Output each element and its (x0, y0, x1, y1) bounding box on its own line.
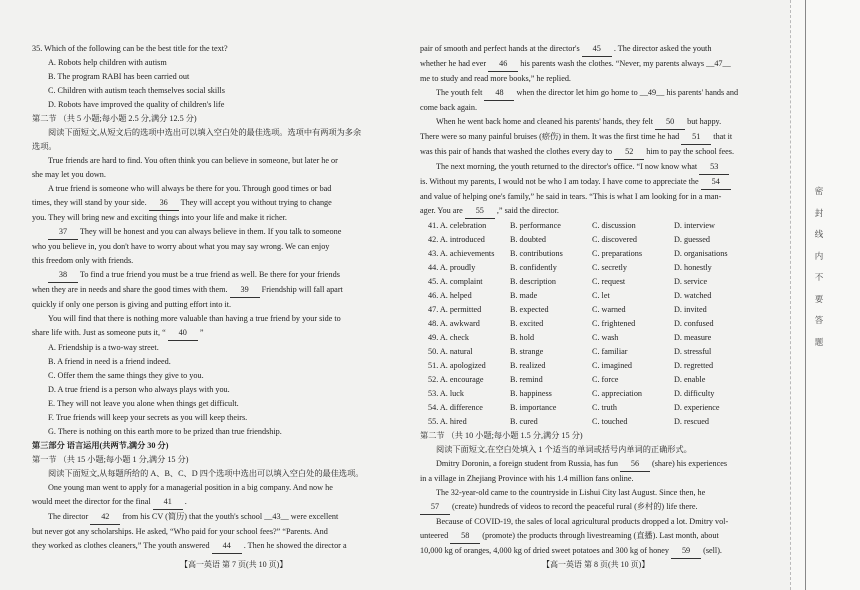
text-line (420, 86, 762, 101)
option-row (420, 247, 762, 261)
text-line: C. Offer them the same things they give to you. (48, 371, 204, 380)
text-line: and value of helping one's family,” he said in tears. “This is what I am looking for in a man- (420, 192, 722, 201)
text-segment: Dmitry Doronin, a foreign student from Russia, has fun (436, 459, 618, 468)
option-choice[interactable]: 51. A. apologized (428, 361, 486, 370)
text-segment: ,” said the director. (496, 206, 559, 215)
right-page-footer: 【高一英语 第 8 页(共 10 页)】 (542, 560, 650, 569)
option-choice[interactable]: 48. A. awkward (428, 319, 480, 328)
option-choice[interactable]: C. imagined (592, 361, 633, 370)
text-segment: ” (199, 328, 204, 337)
option-row (420, 261, 762, 275)
option-choice[interactable]: B. remind (510, 375, 543, 384)
left-page-footer: 【高一英语 第 7 页(共 10 页)】 (180, 560, 288, 569)
left-page (0, 0, 405, 590)
text-segment: when they are in needs and share the good times with them. (32, 285, 228, 294)
option-choice[interactable]: 42. A. introduced (428, 235, 485, 244)
text-line (420, 145, 762, 160)
text-line: One young man went to apply for a managerial position in a big company. And now he (48, 483, 333, 492)
text-line (420, 529, 762, 544)
answer-blank[interactable]: 48 (484, 86, 514, 101)
text-segment: . (184, 497, 187, 506)
option-choice[interactable]: D. service (674, 277, 708, 286)
seal-notice-char: 密 (814, 187, 824, 197)
text-line: True friends are hard to find. You often think you can believe in someone, but later he or (48, 156, 338, 165)
option-row (420, 233, 762, 247)
text-line: F. True friends will keep your secrets as you will keep theirs. (48, 413, 248, 422)
answer-blank[interactable]: 53 (699, 160, 729, 175)
text-segment: . Then he showed the director a (243, 541, 347, 550)
option-choice[interactable]: C. touched (592, 417, 628, 426)
text-line: A true friend is someone who will always be there for you. Through good times or bad (48, 184, 332, 193)
option-choice[interactable]: B. excited (510, 319, 544, 328)
text-line: she may let you down. (32, 170, 106, 179)
option-choice[interactable]: 45. A. complaint (428, 277, 483, 286)
seal-notice-char: 题 (814, 337, 824, 348)
text-line (32, 225, 405, 240)
text-line (32, 283, 405, 298)
fold-line (790, 0, 791, 590)
option-choice[interactable]: B. performance (510, 221, 561, 230)
option-choice[interactable]: C. force (592, 375, 619, 384)
option-row (420, 331, 762, 345)
option-choice[interactable]: B. contributions (510, 249, 563, 258)
text-line: 阅读下面短文,在空白处填入 1 个适当的单词或括号内单词的正确形式。 (436, 445, 692, 454)
text-line (420, 544, 762, 559)
option-choice[interactable]: C. discovered (592, 235, 638, 244)
text-line: 选项。 (32, 142, 57, 151)
option-choice[interactable]: B. expected (510, 305, 549, 314)
text-line (420, 160, 762, 175)
text-segment: is. Without my parents, I would not be who I am today. I have come to appreciate the (420, 177, 699, 186)
text-segment: when the director let him go home to __49__ his parents' hands and (516, 88, 739, 97)
option-row (420, 303, 762, 317)
option-choice[interactable]: D. organisations (674, 249, 728, 258)
answer-blank[interactable]: 56 (620, 457, 650, 472)
text-line (420, 500, 762, 515)
text-line (420, 204, 762, 219)
text-line (420, 57, 762, 72)
answer-blank[interactable]: 46 (488, 57, 518, 72)
option-choice[interactable]: D. experience (674, 403, 720, 412)
text-segment: ager. You are (420, 206, 463, 215)
option-row (420, 345, 762, 359)
option-choice[interactable]: C. discussion (592, 221, 636, 230)
text-line: come back again. (420, 103, 478, 112)
option-choice[interactable]: B. made (510, 291, 538, 300)
text-line: who you believe in, you don't have to worry about what you may say wrong. We can enjoy (32, 242, 330, 251)
text-line: The 32-year-old came to the countryside in Lishui City last August. Since then, he (436, 488, 706, 497)
seal-notice-char: 封 (814, 208, 824, 219)
text-line: but never got any scholarships. He asked, “Who paid for your school fees?” “Parents. And (32, 527, 328, 536)
option-choice[interactable]: 53. A. luck (428, 389, 464, 398)
option-choice[interactable]: B. happiness (510, 389, 552, 398)
text-segment: The youth felt (436, 88, 483, 97)
text-segment: would meet the director for the final (32, 497, 151, 506)
right-page (412, 0, 762, 590)
option-choice[interactable]: C. preparations (592, 249, 643, 258)
text-line: you. They will bring new and exciting things into your life and make it richer. (32, 213, 287, 222)
option-choice[interactable]: D. enable (674, 375, 706, 384)
answer-blank[interactable]: 45 (582, 42, 612, 57)
text-line: 阅读下面短文,从短文后的选项中选出可以填入空白处的最佳选项。选项中有两项为多余 (48, 128, 362, 137)
option-choice[interactable]: C. secretly (592, 263, 628, 272)
text-line (420, 42, 762, 57)
option-choice[interactable]: C. request (592, 277, 626, 286)
option-row (420, 219, 762, 233)
option-choice[interactable]: D. regretted (674, 361, 714, 370)
option-choice[interactable]: D. honestly (674, 263, 712, 272)
answer-blank[interactable]: 50 (655, 115, 685, 130)
option-choice[interactable]: C. let (592, 291, 610, 300)
text-line (32, 196, 405, 211)
option-row (420, 415, 762, 429)
text-line: B. The program RABI has been carried out (48, 72, 190, 81)
option-choice[interactable]: 55. A. hired (428, 417, 467, 426)
option-choice[interactable]: 47. A. permitted (428, 305, 482, 314)
text-segment: 10,000 kg of oranges, 4,000 kg of dried sweet potatoes and 300 kg of honey (420, 546, 669, 555)
text-segment: whether he had ever (420, 59, 487, 68)
text-segment: times, they will stand by your side. (32, 198, 147, 207)
text-segment: When he went back home and cleaned his parents' hands, they felt (436, 117, 654, 126)
answer-blank[interactable]: 36 (149, 196, 179, 211)
text-line (32, 268, 405, 283)
option-choice[interactable]: D. interview (674, 221, 715, 230)
text-line (32, 326, 405, 341)
text-line: 第二节 （共 5 小题;每小题 2.5 分,满分 12.5 分) (32, 114, 197, 123)
option-choice[interactable]: C. appreciation (592, 389, 643, 398)
text-line: 第一节 （共 15 小题;每小题 1 分,满分 15 分) (32, 455, 189, 464)
text-line: D. Robots have improved the quality of children's life (48, 100, 225, 109)
option-choice[interactable]: C. truth (592, 403, 618, 412)
text-line (32, 510, 405, 525)
text-segment: (share) his experiences (652, 459, 728, 468)
option-row (420, 373, 762, 387)
option-choice[interactable]: B. doubted (510, 235, 546, 244)
text-segment: Friendship will fall apart (261, 285, 343, 294)
option-choice[interactable]: C. wash (592, 333, 619, 342)
text-line: 第二节 （共 10 小题;每小题 1.5 分,满分 15 分) (420, 431, 583, 440)
text-segment: (sell). (703, 546, 722, 555)
answer-blank[interactable]: 54 (701, 175, 731, 190)
answer-blank[interactable]: 42 (90, 510, 120, 525)
answer-blank[interactable]: 59 (671, 544, 701, 559)
text-line (420, 175, 762, 190)
option-row (420, 289, 762, 303)
option-row (420, 317, 762, 331)
answer-blank[interactable]: 57 (420, 500, 450, 515)
seal-notice-char: 线 (814, 230, 824, 240)
option-choice[interactable]: D. measure (674, 333, 712, 342)
text-segment: him to pay the school fees. (646, 147, 735, 156)
text-segment: The director (48, 512, 89, 521)
option-choice[interactable]: B. confidently (510, 263, 557, 272)
text-line: You will find that there is nothing more valuable than having a true friend by your side to (48, 314, 341, 323)
right-page-text-2 (420, 429, 762, 559)
option-choice[interactable]: D. invited (674, 305, 707, 314)
option-choice[interactable]: D. watched (674, 291, 712, 300)
text-segment: There were so many painful bruises (瘀伤) in them. It was the first time he had (420, 132, 680, 141)
text-segment: (promote) the products through livestreaming (直播). Last month, about (482, 531, 719, 540)
answer-blank[interactable]: 44 (212, 539, 242, 554)
option-choice[interactable]: B. realized (510, 361, 546, 370)
option-choice[interactable]: 52. A. encourage (428, 375, 484, 384)
option-choice[interactable]: D. rescued (674, 417, 710, 426)
text-line: this freedom only with friends. (32, 256, 134, 265)
answer-blank[interactable]: 51 (681, 130, 711, 145)
option-choice[interactable]: 54. A. difference (428, 403, 483, 412)
option-choice[interactable]: 41. A. celebration (428, 221, 487, 230)
text-segment: . The director asked the youth (613, 44, 712, 53)
text-segment: The next morning, the youth returned to the director's office. “I now know what (436, 162, 698, 171)
option-choice[interactable]: C. familiar (592, 347, 628, 356)
answer-blank[interactable]: 38 (48, 268, 78, 283)
cloze-options (420, 219, 762, 429)
option-choice[interactable]: D. stressful (674, 347, 712, 356)
text-segment: unteered (420, 531, 449, 540)
text-segment: from his CV (简历) that the youth's school __43__ were excellent (122, 512, 339, 521)
option-choice[interactable]: C. frightened (592, 319, 636, 328)
text-segment: his parents wash the clothes. “Never, my parents always __47__ (520, 59, 731, 68)
text-segment: They will be honest and you can always believe in them. If you talk to someone (79, 227, 342, 236)
text-line: A. Robots help children with autism (48, 58, 167, 67)
text-segment: they worked as clothes cleaners,” The youth answered (32, 541, 210, 550)
option-choice[interactable]: B. importance (510, 403, 557, 412)
answer-blank[interactable]: 58 (450, 529, 480, 544)
text-segment: pair of smooth and perfect hands at the director's (420, 44, 580, 53)
option-choice[interactable]: 50. A. natural (428, 347, 473, 356)
option-choice[interactable]: B. hold (510, 333, 535, 342)
option-choice[interactable]: B. description (510, 277, 556, 286)
option-choice[interactable]: D. guessed (674, 235, 710, 244)
text-line: in a village in Zhejiang Province with his 1.4 million fans online. (420, 474, 634, 483)
right-page-text (420, 42, 762, 219)
text-segment: share life with. Just as someone puts it, “ (32, 328, 166, 337)
text-line: C. Children with autism teach themselves social skills (48, 86, 225, 95)
text-line (420, 130, 762, 145)
option-choice[interactable]: B. cured (510, 417, 538, 426)
seal-notice-char: 要 (814, 294, 824, 305)
answer-blank[interactable]: 41 (153, 495, 183, 510)
text-segment: was this pair of hands that washed the clothes every day to (420, 147, 613, 156)
option-choice[interactable]: 49. A. check (428, 333, 469, 342)
option-choice[interactable]: B. strange (510, 347, 544, 356)
answer-blank[interactable]: 55 (465, 204, 495, 219)
text-line (32, 539, 405, 554)
answer-blank[interactable]: 37 (48, 225, 78, 240)
text-segment: that it (713, 132, 733, 141)
left-page-text (32, 42, 405, 554)
text-segment: but happy. (687, 117, 722, 126)
option-choice[interactable]: 43. A. achievements (428, 249, 495, 258)
option-choice[interactable]: D. confused (674, 319, 714, 328)
text-line: 35. Which of the following can be the best title for the text? (32, 44, 228, 53)
seal-line-notice (812, 182, 826, 354)
answer-blank[interactable]: 52 (614, 145, 644, 160)
text-line: G. There is nothing on this earth more to be prized than true friendship. (48, 427, 282, 436)
seal-line (805, 0, 806, 590)
option-row (420, 275, 762, 289)
seal-notice-char: 不 (814, 273, 824, 283)
seal-notice-char: 答 (814, 316, 824, 326)
text-segment: To find a true friend you must be a true friend as well. Be there for your friends (79, 270, 340, 279)
option-row (420, 387, 762, 401)
text-line: Because of COVID-19, the sales of local agricultural products dropped a lot. Dmitry vol- (436, 517, 729, 526)
text-line: E. They will not leave you alone when things get difficult. (48, 399, 239, 408)
text-line (420, 115, 762, 130)
text-segment: (create) hundreds of videos to record the peaceful rural (乡村的) life there. (452, 502, 698, 511)
text-line: 阅读下面短文,从每题所给的 A、B、C、D 四个选项中选出可以填入空白处的最佳选项。 (48, 469, 364, 478)
text-line: D. A true friend is a person who always plays with you. (48, 385, 230, 394)
seal-notice-char: 内 (814, 251, 824, 262)
text-line (420, 457, 762, 472)
option-choice[interactable]: D. difficulty (674, 389, 715, 398)
text-line: quickly if only one person is giving and putting effort into it. (32, 300, 232, 309)
answer-blank[interactable]: 39 (230, 283, 260, 298)
option-choice[interactable]: C. warned (592, 305, 626, 314)
text-line (32, 495, 405, 510)
option-choice[interactable]: 44. A. proudly (428, 263, 476, 272)
option-row (420, 359, 762, 373)
text-line: A. Friendship is a two-way street. (48, 343, 159, 352)
text-line: me to study and read more books,” he replied. (420, 74, 571, 83)
option-row (420, 401, 762, 415)
text-segment: They will accept you without trying to change (180, 198, 332, 207)
option-choice[interactable]: 46. A. helped (428, 291, 472, 300)
text-line: B. A friend in need is a friend indeed. (48, 357, 171, 366)
answer-blank[interactable]: 40 (168, 326, 198, 341)
text-line: 第三部分 语言运用(共两节,满分 30 分) (32, 441, 169, 450)
